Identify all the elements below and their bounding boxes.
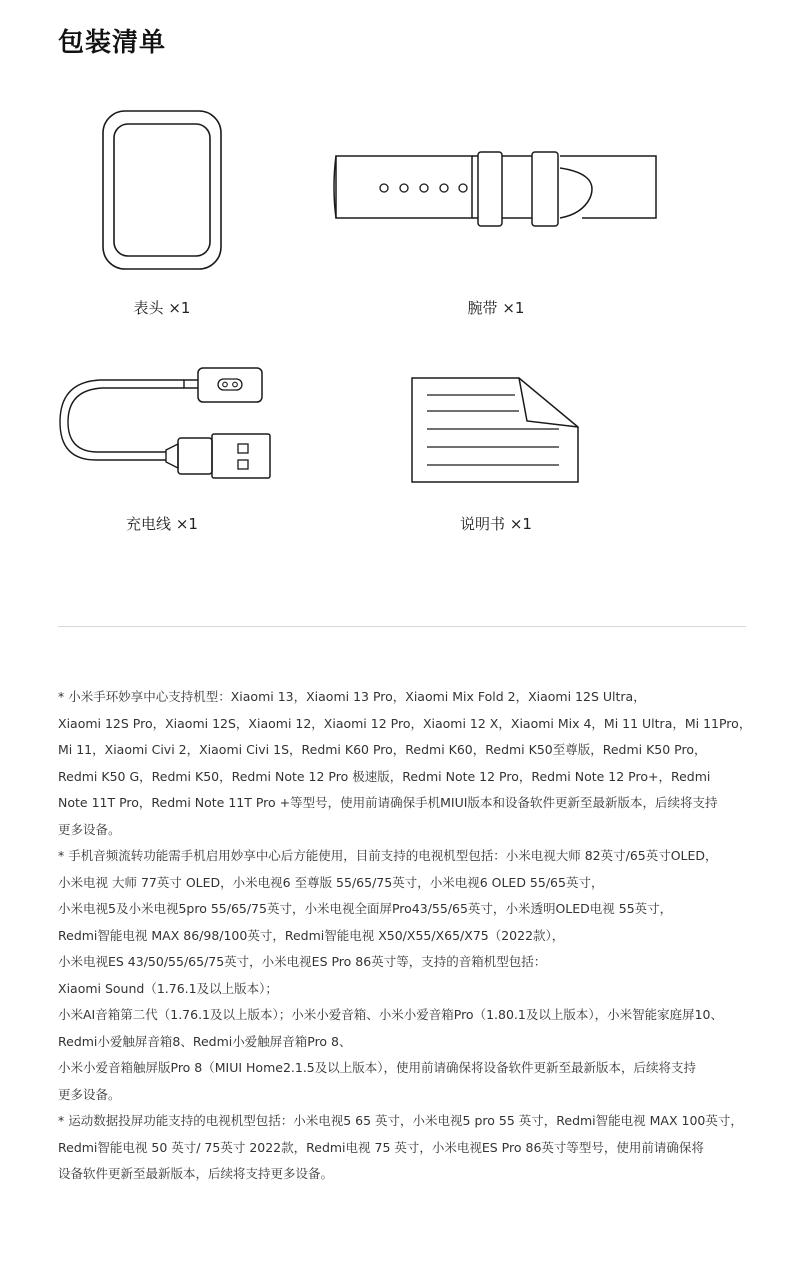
section-divider [58,626,746,627]
footnotes [58,684,758,1188]
page-title: 包装清单 [58,28,167,58]
footnote-line: * 小米手环妙享中心支持机型：Xiaomi 13，Xiaomi 13 Pro，Xiaomi Mix Fold 2，Xiaomi 12S Ultra， [58,689,646,704]
footnote-line: Redmi K50 G，Redmi K50，Redmi Note 12 Pro 极速版，Redmi Note 12 Pro，Redmi Note 12 Pro+，Redmi [58,768,711,784]
footnote-line: Redmi小爱触屏音箱8、Redmi小爱触屏音箱Pro 8、 [58,1033,352,1049]
item-label-manual: 说明书 ×1 [460,515,532,533]
footnote-line: * 手机音频流转功能需手机启用妙享中心后方能使用，目前支持的电视机型包括：小米电视大师 82英寸/65英寸OLED， [58,848,718,863]
footnote-line: Note 11T Pro，Redmi Note 11T Pro +等型号，使用前请确保手机MIUI版本和设备软件更新至最新版本，后续将支持 [58,795,718,810]
footnote-line: 更多设备。 [58,1086,121,1102]
footnote-line: * 运动数据投屏功能支持的电视机型包括：小米电视5 65 英寸，小米电视5 pro 55 英寸，Redmi智能电视 MAX 100英寸， [58,1113,743,1128]
footnote-line: 小米电视5及小米电视5pro 55/65/75英寸，小米电视全面屏Pro43/55/65英寸，小米透明OLED电视 55英寸， [58,901,673,916]
footnote-line: 小米电视 大师 77英寸 OLED，小米电视6 至尊版 55/65/75英寸，小米电视6 OLED 55/65英寸， [58,874,604,890]
footnote-line: Mi 11，Xiaomi Civi 2，Xiaomi Civi 1S，Redmi K60 Pro，Redmi K60，Redmi K50至尊版，Redmi K50 Pro， [58,742,707,757]
footnote-line: 更多设备。 [58,821,121,837]
footnote-line: 小米小爱音箱触屏版Pro 8（MIUI Home2.1.5及以上版本），使用前请确保将设备软件更新至最新版本，后续将支持 [58,1060,697,1075]
footnote-line: Redmi智能电视 MAX 86/98/100英寸，Redmi智能电视 X50/X55/X65/X75（2022款）， [58,927,565,943]
footnote-line: 小米AI音箱第二代（1.76.1及以上版本）；小米小爱音箱、小米小爱音箱Pro（1.80.1及以上版本），小米智能家庭屏10、 [58,1007,723,1022]
footnote-line: Redmi智能电视 50 英寸/ 75英寸 2022款，Redmi电视 75 英寸，小米电视ES Pro 86英寸等型号，使用前请确保将 [58,1139,704,1155]
manual-document-icon [409,375,581,485]
item-label-watch-face: 表头 ×1 [133,299,191,317]
watch-strap-icon [332,148,662,232]
footnote-line: 小米电视ES 43/50/55/65/75英寸，小米电视ES Pro 86英寸等，支持的音箱机型包括： [58,954,547,969]
item-label-cable: 充电线 ×1 [126,515,198,533]
item-label-strap: 腕带 ×1 [467,299,525,317]
footnote-line: Xiaomi 12S Pro，Xiaomi 12S，Xiaomi 12，Xiaomi 12 Pro，Xiaomi 12 X，Xiaomi Mix 4，Mi 11 Ultra，Mi 11Pro， [58,715,752,731]
footnote-line: Xiaomi Sound（1.76.1及以上版本）； [58,980,278,996]
watch-face-icon [100,108,224,272]
charging-cable-icon [56,364,282,490]
footnote-line: 设备软件更新至最新版本，后续将支持更多设备。 [58,1166,334,1181]
